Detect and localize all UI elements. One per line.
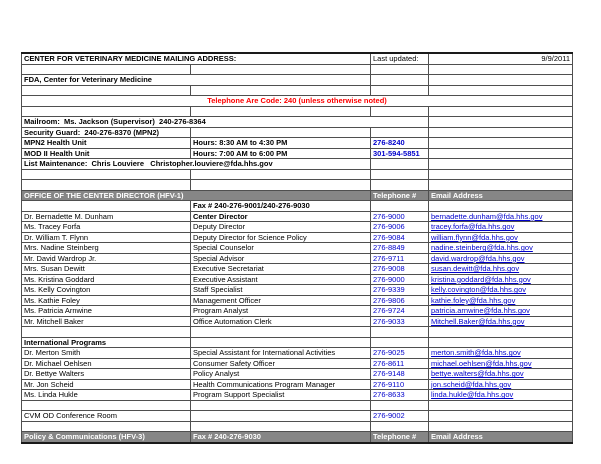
empty-cell bbox=[371, 421, 429, 432]
empty-cell bbox=[429, 327, 573, 338]
email-link[interactable]: david.wardrop@fda.hhs.gov bbox=[429, 253, 573, 264]
fax-row bbox=[22, 201, 573, 212]
list-maintenance-row bbox=[22, 159, 573, 170]
person-row bbox=[22, 274, 573, 285]
text-cell: Mr. Jon Scheid bbox=[22, 379, 191, 390]
empty-cell bbox=[429, 337, 573, 348]
text-cell: Program Analyst bbox=[191, 306, 371, 317]
blank-row bbox=[22, 421, 573, 432]
person-row bbox=[22, 316, 573, 327]
health-unit-row bbox=[22, 148, 573, 159]
empty-cell bbox=[429, 148, 573, 159]
text-cell: International Programs bbox=[22, 337, 191, 348]
phone-number: 276-9000 bbox=[371, 274, 429, 285]
empty-cell bbox=[371, 337, 429, 348]
text-cell: Policy Analyst bbox=[191, 369, 371, 380]
person-row bbox=[22, 211, 573, 222]
empty-cell bbox=[22, 106, 191, 117]
empty-cell bbox=[191, 337, 371, 348]
person-row bbox=[22, 253, 573, 264]
conference-room-row bbox=[22, 411, 573, 422]
text-cell: Ms. Tracey Forfa bbox=[22, 222, 191, 233]
security-guard-row bbox=[22, 127, 573, 138]
section-header-row bbox=[22, 190, 573, 201]
phone-number: 301-594-5851 bbox=[371, 148, 429, 159]
phone-number: 276-9711 bbox=[371, 253, 429, 264]
empty-cell bbox=[429, 169, 573, 180]
text-cell: MOD II Health Unit bbox=[22, 148, 191, 159]
email-link[interactable]: Mitchell.Baker@fda.hhs.gov bbox=[429, 316, 573, 327]
text-cell: Ms. Kelly Covington bbox=[22, 285, 191, 296]
text-cell: Program Support Specialist bbox=[191, 390, 371, 401]
phone-number: 276-8611 bbox=[371, 358, 429, 369]
text-cell: Security Guard: 240-276-8370 (MPN2) bbox=[22, 127, 191, 138]
empty-cell bbox=[22, 180, 191, 191]
empty-cell bbox=[429, 180, 573, 191]
person-row bbox=[22, 243, 573, 254]
phone-number: 276-9724 bbox=[371, 306, 429, 317]
empty-cell bbox=[191, 421, 371, 432]
mailroom-row bbox=[22, 117, 573, 128]
empty-cell bbox=[429, 400, 573, 411]
email-link[interactable]: william.flynn@fda.hhs.gov bbox=[429, 232, 573, 243]
text-cell: Ms. Kristina Goddard bbox=[22, 274, 191, 285]
empty-cell bbox=[429, 106, 573, 117]
text-cell: Executive Assistant bbox=[191, 274, 371, 285]
text-cell: Ms. Linda Hukle bbox=[22, 390, 191, 401]
mailing-list-sheet bbox=[21, 52, 573, 444]
text-cell: Center Director bbox=[191, 211, 371, 222]
text-cell: Office Automation Clerk bbox=[191, 316, 371, 327]
email-link[interactable]: patricia.arnwine@fda.hhs.gov bbox=[429, 306, 573, 317]
phone-number: 276-9148 bbox=[371, 369, 429, 380]
phone-number: 276-9806 bbox=[371, 295, 429, 306]
text-cell: OFFICE OF THE CENTER DIRECTOR (HFV-1) bbox=[22, 190, 371, 201]
text-cell: Staff Specialist bbox=[191, 285, 371, 296]
text-cell: Deputy Director bbox=[191, 222, 371, 233]
text-cell: Ms. Patricia Arnwine bbox=[22, 306, 191, 317]
text-cell: Fax # 240-276-9030 bbox=[191, 432, 371, 443]
text-cell: FDA, Center for Veterinary Medicine bbox=[22, 75, 371, 86]
text-cell: Ms. Kathie Foley bbox=[22, 295, 191, 306]
subsection-row bbox=[22, 337, 573, 348]
empty-cell bbox=[191, 411, 371, 422]
text-cell: Dr. William T. Flynn bbox=[22, 232, 191, 243]
empty-cell bbox=[371, 127, 429, 138]
blank-row bbox=[22, 85, 573, 96]
phone-number: 276-9025 bbox=[371, 348, 429, 359]
text-cell: Dr. Bernadette M. Dunham bbox=[22, 211, 191, 222]
email-link[interactable]: nadine.steinberg@fda.hhs.gov bbox=[429, 243, 573, 254]
text-cell: Mrs. Nadine Steinberg bbox=[22, 243, 191, 254]
text-cell: Special Advisor bbox=[191, 253, 371, 264]
empty-cell bbox=[22, 400, 191, 411]
person-row bbox=[22, 222, 573, 233]
empty-cell bbox=[191, 106, 371, 117]
email-link[interactable]: susan.dewitt@fda.hhs.gov bbox=[429, 264, 573, 275]
person-row bbox=[22, 306, 573, 317]
person-row bbox=[22, 285, 573, 296]
person-row bbox=[22, 264, 573, 275]
text-cell: Email Address bbox=[429, 190, 573, 201]
text-cell: Mailroom: Ms. Jackson (Supervisor) 240-276-8364 bbox=[22, 117, 429, 128]
phone-number: 276-9002 bbox=[371, 411, 429, 422]
empty-cell bbox=[429, 421, 573, 432]
empty-cell bbox=[22, 85, 191, 96]
phone-number: 276-9110 bbox=[371, 379, 429, 390]
text-cell: Fax # 240-276-9001/240-276-9030 bbox=[191, 201, 371, 212]
empty-cell bbox=[429, 138, 573, 149]
text-cell: CENTER FOR VETERINARY MEDICINE MAILING ADDRESS: bbox=[22, 53, 371, 64]
empty-cell bbox=[371, 400, 429, 411]
text-cell: List Maintenance: Chris Louviere Christopher.louviere@fda.hhs.gov bbox=[22, 159, 371, 170]
email-link[interactable]: kristina.goddard@fda.hhs.gov bbox=[429, 274, 573, 285]
empty-cell bbox=[191, 64, 371, 75]
text-cell: Management Officer bbox=[191, 295, 371, 306]
phone-number: 276-8633 bbox=[371, 390, 429, 401]
blank-row bbox=[22, 180, 573, 191]
text-cell: Executive Secretariat bbox=[191, 264, 371, 275]
empty-cell bbox=[371, 169, 429, 180]
empty-cell bbox=[22, 421, 191, 432]
email-link[interactable]: bernadette.dunham@fda.hhs.gov bbox=[429, 211, 573, 222]
phone-number: 276-9339 bbox=[371, 285, 429, 296]
empty-cell bbox=[371, 159, 429, 170]
email-link[interactable]: kathie.foley@fda.hhs.gov bbox=[429, 295, 573, 306]
empty-cell bbox=[191, 400, 371, 411]
mailing-list-table bbox=[21, 52, 573, 444]
text-cell: 9/9/2011 bbox=[429, 53, 573, 64]
org-row bbox=[22, 75, 573, 86]
text-cell: Mr. David Wardrop Jr. bbox=[22, 253, 191, 264]
empty-cell bbox=[371, 75, 429, 86]
blank-row bbox=[22, 327, 573, 338]
text-cell: Last updated: bbox=[371, 53, 429, 64]
empty-cell bbox=[429, 127, 573, 138]
phone-number: 276-9033 bbox=[371, 316, 429, 327]
empty-cell bbox=[429, 411, 573, 422]
text-cell: Mrs. Susan Dewitt bbox=[22, 264, 191, 275]
email-link[interactable]: bettye.walters@fda.hhs.gov bbox=[429, 369, 573, 380]
health-unit-row bbox=[22, 138, 573, 149]
text-cell: Telephone Are Code: 240 (unless otherwise noted) bbox=[22, 96, 573, 107]
text-cell: Telephone # bbox=[371, 432, 429, 443]
empty-cell bbox=[371, 327, 429, 338]
empty-cell bbox=[22, 64, 191, 75]
section-header-row bbox=[22, 432, 573, 443]
text-cell: Hours: 7:00 AM to 6:00 PM bbox=[191, 148, 371, 159]
empty-cell bbox=[429, 117, 573, 128]
empty-cell bbox=[371, 85, 429, 96]
empty-cell bbox=[429, 64, 573, 75]
empty-cell bbox=[22, 327, 191, 338]
email-link[interactable]: kelly.covington@fda.hhs.gov bbox=[429, 285, 573, 296]
text-cell: Telephone # bbox=[371, 190, 429, 201]
empty-cell bbox=[429, 201, 573, 212]
person-row bbox=[22, 390, 573, 401]
person-row bbox=[22, 369, 573, 380]
text-cell: Dr. Merton Smith bbox=[22, 348, 191, 359]
text-cell: Special Counselor bbox=[191, 243, 371, 254]
empty-cell bbox=[191, 169, 371, 180]
person-row bbox=[22, 358, 573, 369]
text-cell: Dr. Bettye Walters bbox=[22, 369, 191, 380]
person-row bbox=[22, 379, 573, 390]
text-cell: CVM OD Conference Room bbox=[22, 411, 191, 422]
text-cell: MPN2 Health Unit bbox=[22, 138, 191, 149]
empty-cell bbox=[191, 327, 371, 338]
area-code-row bbox=[22, 96, 573, 107]
empty-cell bbox=[22, 201, 191, 212]
phone-number: 276-9008 bbox=[371, 264, 429, 275]
text-cell: Policy & Communications (HFV-3) bbox=[22, 432, 191, 443]
blank-row bbox=[22, 169, 573, 180]
blank-row bbox=[22, 64, 573, 75]
phone-number: 276-9084 bbox=[371, 232, 429, 243]
empty-cell bbox=[371, 64, 429, 75]
empty-cell bbox=[371, 106, 429, 117]
empty-cell bbox=[429, 159, 573, 170]
blank-row bbox=[22, 106, 573, 117]
text-cell: Consumer Safety Officer bbox=[191, 358, 371, 369]
email-link[interactable]: tracey.forfa@fda.hhs.gov bbox=[429, 222, 573, 233]
text-cell: Dr. Michael Oehlsen bbox=[22, 358, 191, 369]
person-row bbox=[22, 295, 573, 306]
empty-cell bbox=[22, 169, 191, 180]
empty-cell bbox=[371, 201, 429, 212]
empty-cell bbox=[429, 85, 573, 96]
text-cell: Mr. Mitchell Baker bbox=[22, 316, 191, 327]
person-row bbox=[22, 348, 573, 359]
text-cell: Health Communications Program Manager bbox=[191, 379, 371, 390]
phone-number: 276-8240 bbox=[371, 138, 429, 149]
email-link[interactable]: jon.scheid@fda.hhs.gov bbox=[429, 379, 573, 390]
empty-cell bbox=[191, 85, 371, 96]
empty-cell bbox=[371, 180, 429, 191]
text-cell: Deputy Director for Science Policy bbox=[191, 232, 371, 243]
text-cell: Special Assistant for International Activities bbox=[191, 348, 371, 359]
title-row bbox=[22, 53, 573, 64]
phone-number: 276-8849 bbox=[371, 243, 429, 254]
phone-number: 276-9000 bbox=[371, 211, 429, 222]
empty-cell bbox=[191, 127, 371, 138]
text-cell: Hours: 8:30 AM to 4:30 PM bbox=[191, 138, 371, 149]
text-cell: Email Address bbox=[429, 432, 573, 443]
empty-cell bbox=[191, 180, 371, 191]
empty-cell bbox=[429, 75, 573, 86]
phone-number: 276-9006 bbox=[371, 222, 429, 233]
person-row bbox=[22, 232, 573, 243]
email-link[interactable]: merton.smith@fda.hhs.gov bbox=[429, 348, 573, 359]
email-link[interactable]: linda.hukle@fda.hhs.gov bbox=[429, 390, 573, 401]
email-link[interactable]: michael.oehlsen@fda.hhs.gov bbox=[429, 358, 573, 369]
blank-row bbox=[22, 400, 573, 411]
